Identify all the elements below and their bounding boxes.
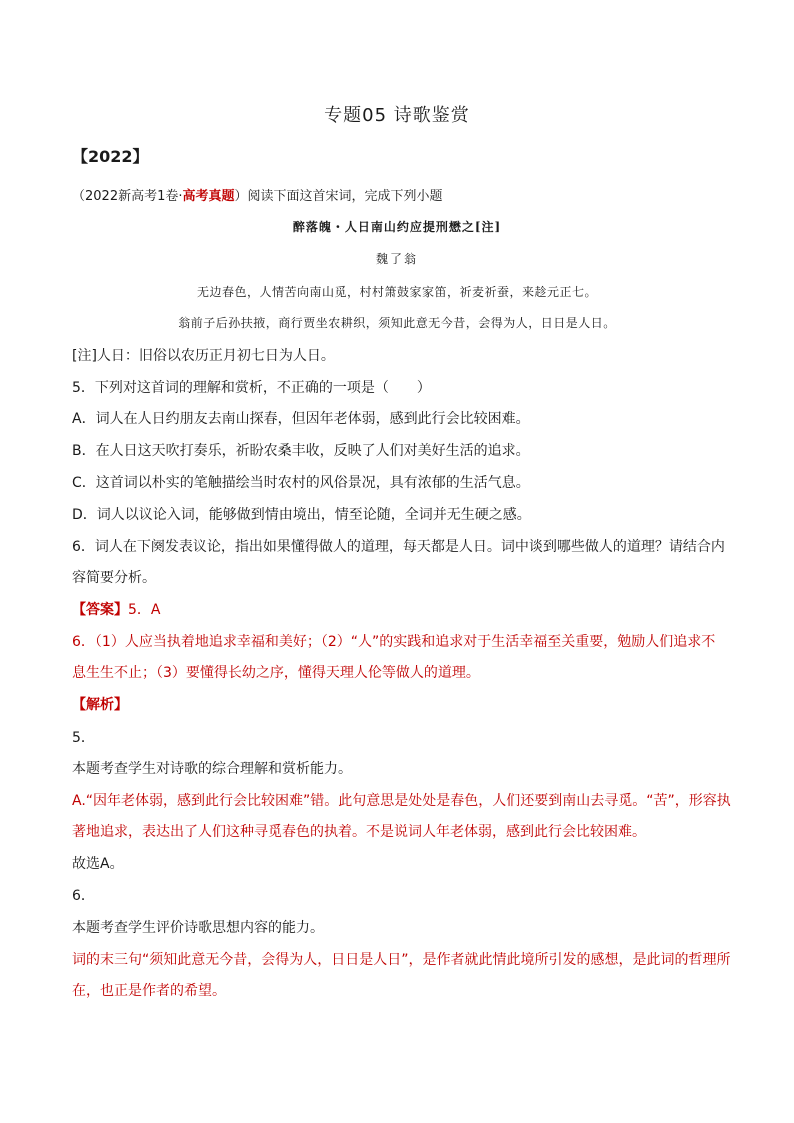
intro-highlight: 高考真题 [182, 189, 235, 204]
analysis-5-conclusion: 故选A。 [72, 856, 124, 872]
answer-q6: 6．（1）人应当执着地追求幸福和美好；（2）“人”的实践和追求对于生活幸福至关重要，勉励人们追求不 [72, 634, 716, 650]
year-heading: 【2022】 [72, 147, 149, 166]
poem-title: 醉落魄・人日南山约应提刑懋之[注] [292, 220, 502, 234]
poem-line: 翁前子后孙扶掖，商行贾坐农耕织，须知此意无今昔，会得为人，日日是人日。 [178, 316, 616, 330]
option-c: C．这首词以朴实的笔触描绘当时农村的风俗景况，具有浓郁的生活气息。 [72, 475, 530, 491]
intro-suffix: ）阅读下面这首宋词，完成下列小题 [234, 189, 443, 204]
question-6-stem: 6．词人在下阕发表议论，指出如果懂得做人的道理，每天都是人日。词中谈到哪些做人的道理？请结合内 [72, 539, 725, 555]
poem-line: 无边春色，人情苦向南山觅，村村箫鼓家家笛，祈麦祈蚕，来趁元正七。 [196, 285, 597, 299]
question-6-stem-cont: 容简要分析。 [72, 570, 156, 586]
answer-q6-cont: 息生生不止；（3）要懂得长幼之序，懂得天理人伦等做人的道理。 [72, 665, 480, 681]
page-title: 专题05 诗歌鉴赏 [324, 105, 470, 126]
analysis-5-intro: 本题考查学生对诗歌的综合理解和赏析能力。 [72, 761, 352, 777]
analysis-5-text: A.“因年老体弱，感到此行会比较困难”错。此句意思是处处是春色，人们还要到南山去寻觅。“苦”，形容执 [72, 793, 731, 809]
intro-prefix: （2022新高考1卷· [72, 189, 183, 204]
answer-label: 【答案】 [72, 602, 128, 618]
question-5-stem: 5．下列对这首词的理解和赏析，不正确的一项是（ ） [72, 380, 431, 396]
option-d: D．词人以议论入词，能够做到情由境出，情至论随，全词并无生硬之感。 [72, 507, 531, 523]
analysis-label: 【解析】 [72, 697, 128, 713]
answer-row [72, 600, 160, 620]
analysis-6-text-cont: 在，也正是作者的希望。 [72, 983, 226, 999]
answer-q5: 5．A [128, 602, 161, 618]
poem-note: [注]人日：旧俗以农历正月初七日为人日。 [72, 348, 335, 364]
option-a: A．词人在人日约朋友去南山探春，但因年老体弱，感到此行会比较困难。 [72, 411, 530, 427]
analysis-6-intro: 本题考查学生评价诗歌思想内容的能力。 [72, 920, 324, 936]
analysis-5-text-cont: 著地追求，表达出了人们这种寻觅春色的执着。不是说词人年老体弱，感到此行会比较困难。 [72, 824, 646, 840]
analysis-6-text: 词的末三句“须知此意无今昔，会得为人，日日是人日”，是作者就此情此境所引发的感想，是此词的哲理所 [72, 952, 731, 968]
poem-author: 魏了翁 [375, 252, 418, 266]
option-b: B．在人日这天吹打奏乐，祈盼农桑丰收，反映了人们对美好生活的追求。 [72, 443, 530, 459]
analysis-6-number: 6． [72, 888, 95, 904]
question-intro [72, 187, 443, 207]
analysis-5-number: 5． [72, 730, 95, 746]
